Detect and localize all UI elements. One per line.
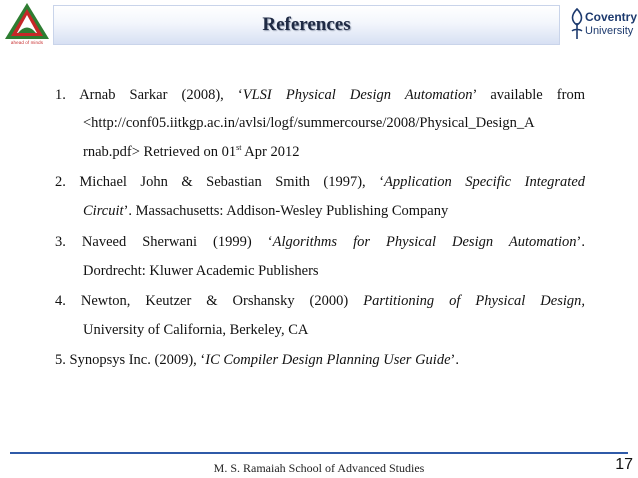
reference-retrieved-date: Apr 2012	[241, 144, 300, 160]
logo-word-university: University	[585, 25, 634, 37]
reference-5-line-1	[55, 353, 459, 368]
reference-3-line-2: Dordrecht: Kluwer Academic Publishers	[83, 263, 319, 279]
logo-word-coventry: Coventry	[585, 10, 638, 24]
reference-number: 4.	[55, 293, 66, 309]
reference-3-line-1	[55, 235, 585, 250]
reference-1-line-1	[55, 88, 585, 103]
coventry-emblem-icon	[567, 7, 587, 41]
reference-publisher: ’. Massachusetts: Addison-Wesley Publishing Company	[123, 203, 449, 219]
reference-number: 5.	[55, 352, 66, 368]
reference-2-line-2	[83, 204, 448, 219]
reference-title: VLSI Physical Design Automation	[242, 87, 473, 103]
reference-2-line-1	[55, 175, 585, 190]
reference-4-line-2: University of California, Berkeley, CA	[83, 322, 309, 338]
reference-authors: Naveed Sherwani (1999) ‘	[81, 234, 273, 250]
reference-title: Partitioning of Physical Design,	[363, 293, 585, 309]
slide-header	[0, 0, 638, 52]
reference-title: Application Specific Integrated	[384, 174, 586, 190]
footer-divider	[10, 452, 628, 454]
coventry-university-logo	[567, 5, 638, 45]
triangle-logo-icon	[4, 2, 50, 40]
reference-title-continued: Circuit	[83, 203, 124, 219]
reference-authors: Arnab Sarkar (2008), ‘	[79, 87, 243, 103]
reference-1-line-2: <http://conf05.iitkgp.ac.in/avlsi/logf/summercourse/2008/Physical_Design_A	[83, 115, 535, 131]
reference-retrieved: rnab.pdf> Retrieved on 01	[83, 144, 237, 160]
reference-authors: Michael John & Sebastian Smith (1997), ‘	[79, 174, 385, 190]
reference-authors: Newton, Keutzer & Orshansky (2000)	[80, 293, 364, 309]
footer-institution: M. S. Ramaiah School of Advanced Studies	[213, 461, 425, 475]
reference-number: 3.	[55, 234, 66, 250]
msrsas-logo	[4, 2, 50, 46]
page-number: 17	[615, 456, 633, 473]
reference-number: 2.	[55, 174, 66, 190]
reference-1-line-3	[83, 145, 299, 160]
reference-number: 1.	[55, 87, 66, 103]
reference-note: ’.	[576, 234, 586, 250]
reference-note: ’.	[450, 352, 459, 368]
reference-authors: Synopsys Inc. (2009), ‘	[65, 352, 206, 368]
ordinal-suffix: st	[236, 143, 242, 153]
page-title: References	[262, 14, 351, 35]
reference-4-line-1	[55, 294, 585, 309]
logo-tagline: ahead of minds	[10, 40, 44, 45]
title-bar	[53, 5, 560, 45]
reference-title: IC Compiler Design Planning User Guide	[205, 352, 451, 368]
reference-note: ’ available from	[472, 87, 585, 103]
reference-title: Algorithms for Physical Design Automation	[272, 234, 577, 250]
